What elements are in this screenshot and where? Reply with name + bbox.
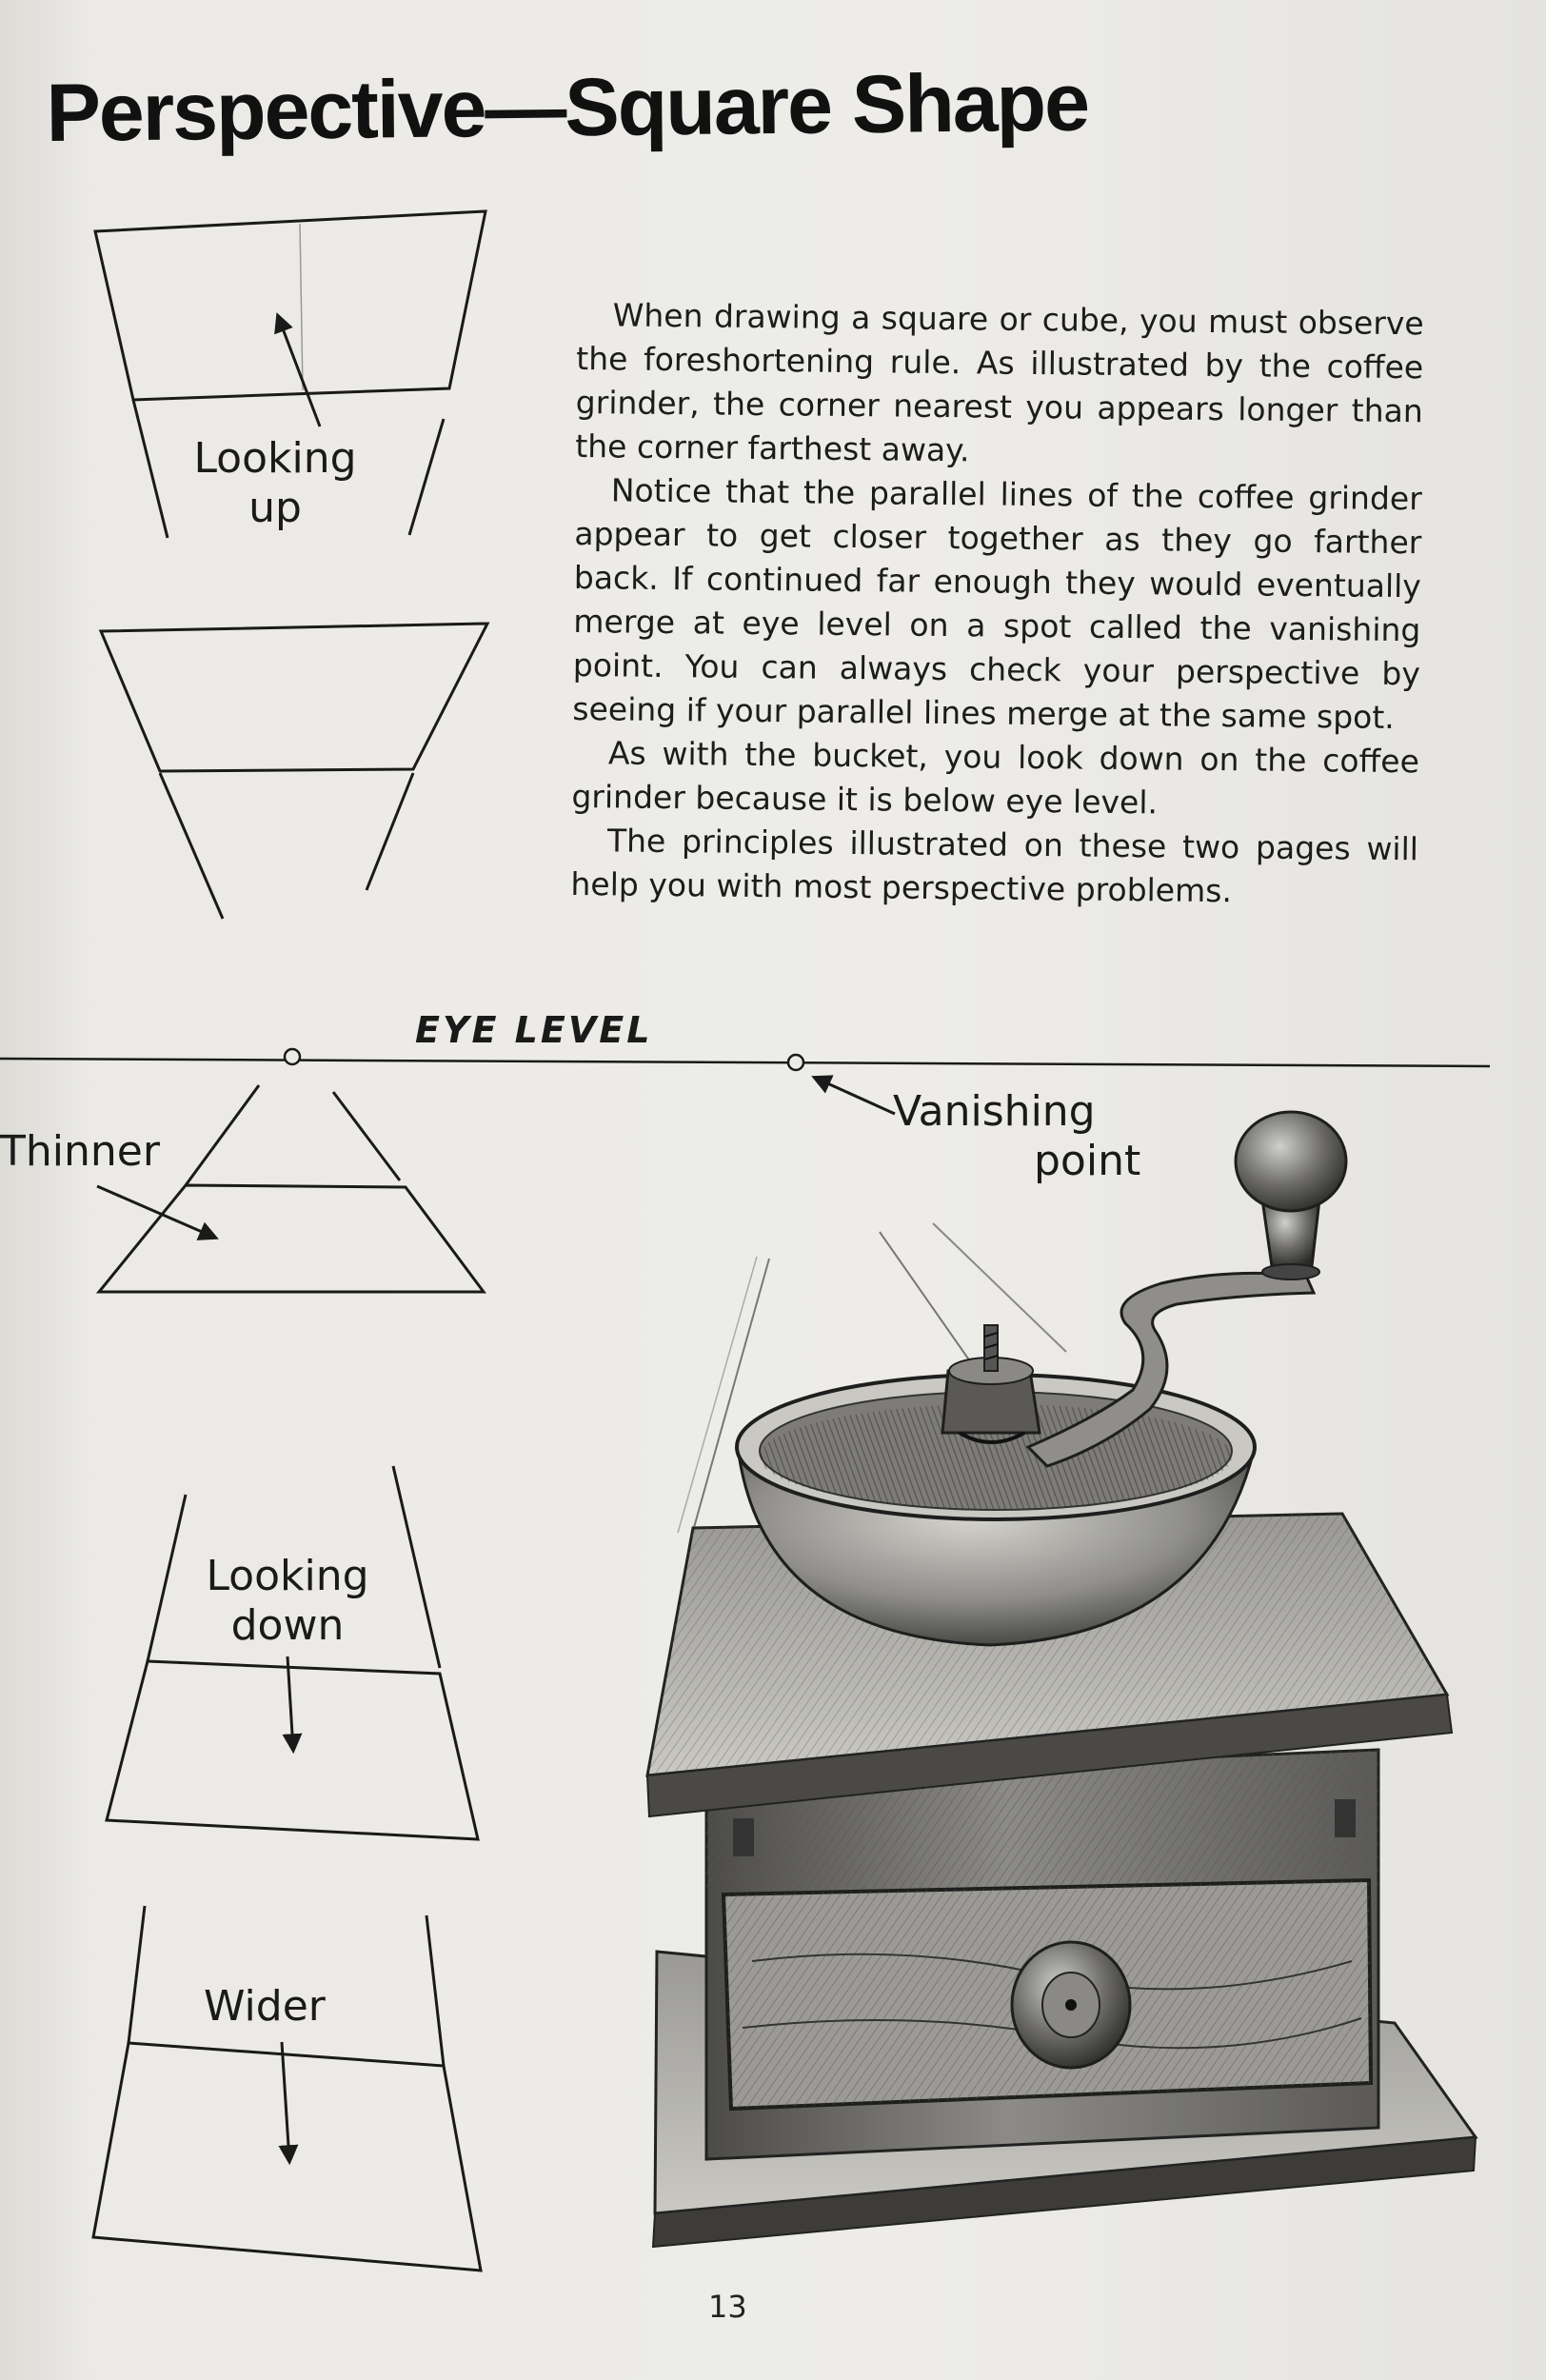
paragraph-parallel-lines: Notice that the parallel lines of the coffee grinder appear to get closer together as they go farther back. If continued far enough they would eventually merge at eye level on a spot called the vanishing point. You can always check your perspective by seeing if your parallel lines merge at the same spot. bbox=[572, 471, 1422, 737]
looking-down-label bbox=[192, 1552, 383, 1651]
looking-up-label-line2: up bbox=[248, 484, 302, 532]
vanishing-point-label-line1: Vanishing bbox=[893, 1087, 1096, 1136]
wider-diagram bbox=[93, 1906, 481, 2271]
looking-up-label-line1: Looking bbox=[193, 434, 357, 483]
looking-down-label-line2: down bbox=[230, 1601, 345, 1650]
thinner-diagram bbox=[97, 1085, 484, 1292]
looking-up-label bbox=[175, 434, 375, 533]
looking-down-diagram bbox=[107, 1466, 478, 1839]
vanishing-point-label-line2: point bbox=[1034, 1137, 1141, 1185]
paragraph-bucket: As with the bucket, you look down on the coffee grinder because it is below eye level. bbox=[571, 734, 1420, 822]
thinner-label: Thinner bbox=[0, 1127, 160, 1176]
vanishing-point-label bbox=[893, 1087, 1141, 1186]
page-title: Perspective—Square Shape bbox=[46, 56, 1089, 159]
eye-level-line bbox=[0, 1049, 1490, 1114]
eye-level-label: EYE LEVEL bbox=[415, 1009, 653, 1051]
page-number: 13 bbox=[708, 2289, 747, 2325]
wider-label: Wider bbox=[204, 1982, 326, 2031]
paragraph-foreshortening: When drawing a square or cube, you must observe the foreshortening rule. As illustrated by the coffee grinder, the corner nearest you appears longer than the corner farthest away. bbox=[575, 296, 1424, 469]
paragraph-principles: The principles illustrated on these two pages will help you with most perspective problems. bbox=[570, 822, 1419, 910]
coffee-grinder-illustration bbox=[647, 1112, 1476, 2247]
looking-down-label-line1: Looking bbox=[206, 1552, 369, 1600]
square-at-eye-level-diagram bbox=[101, 624, 487, 919]
